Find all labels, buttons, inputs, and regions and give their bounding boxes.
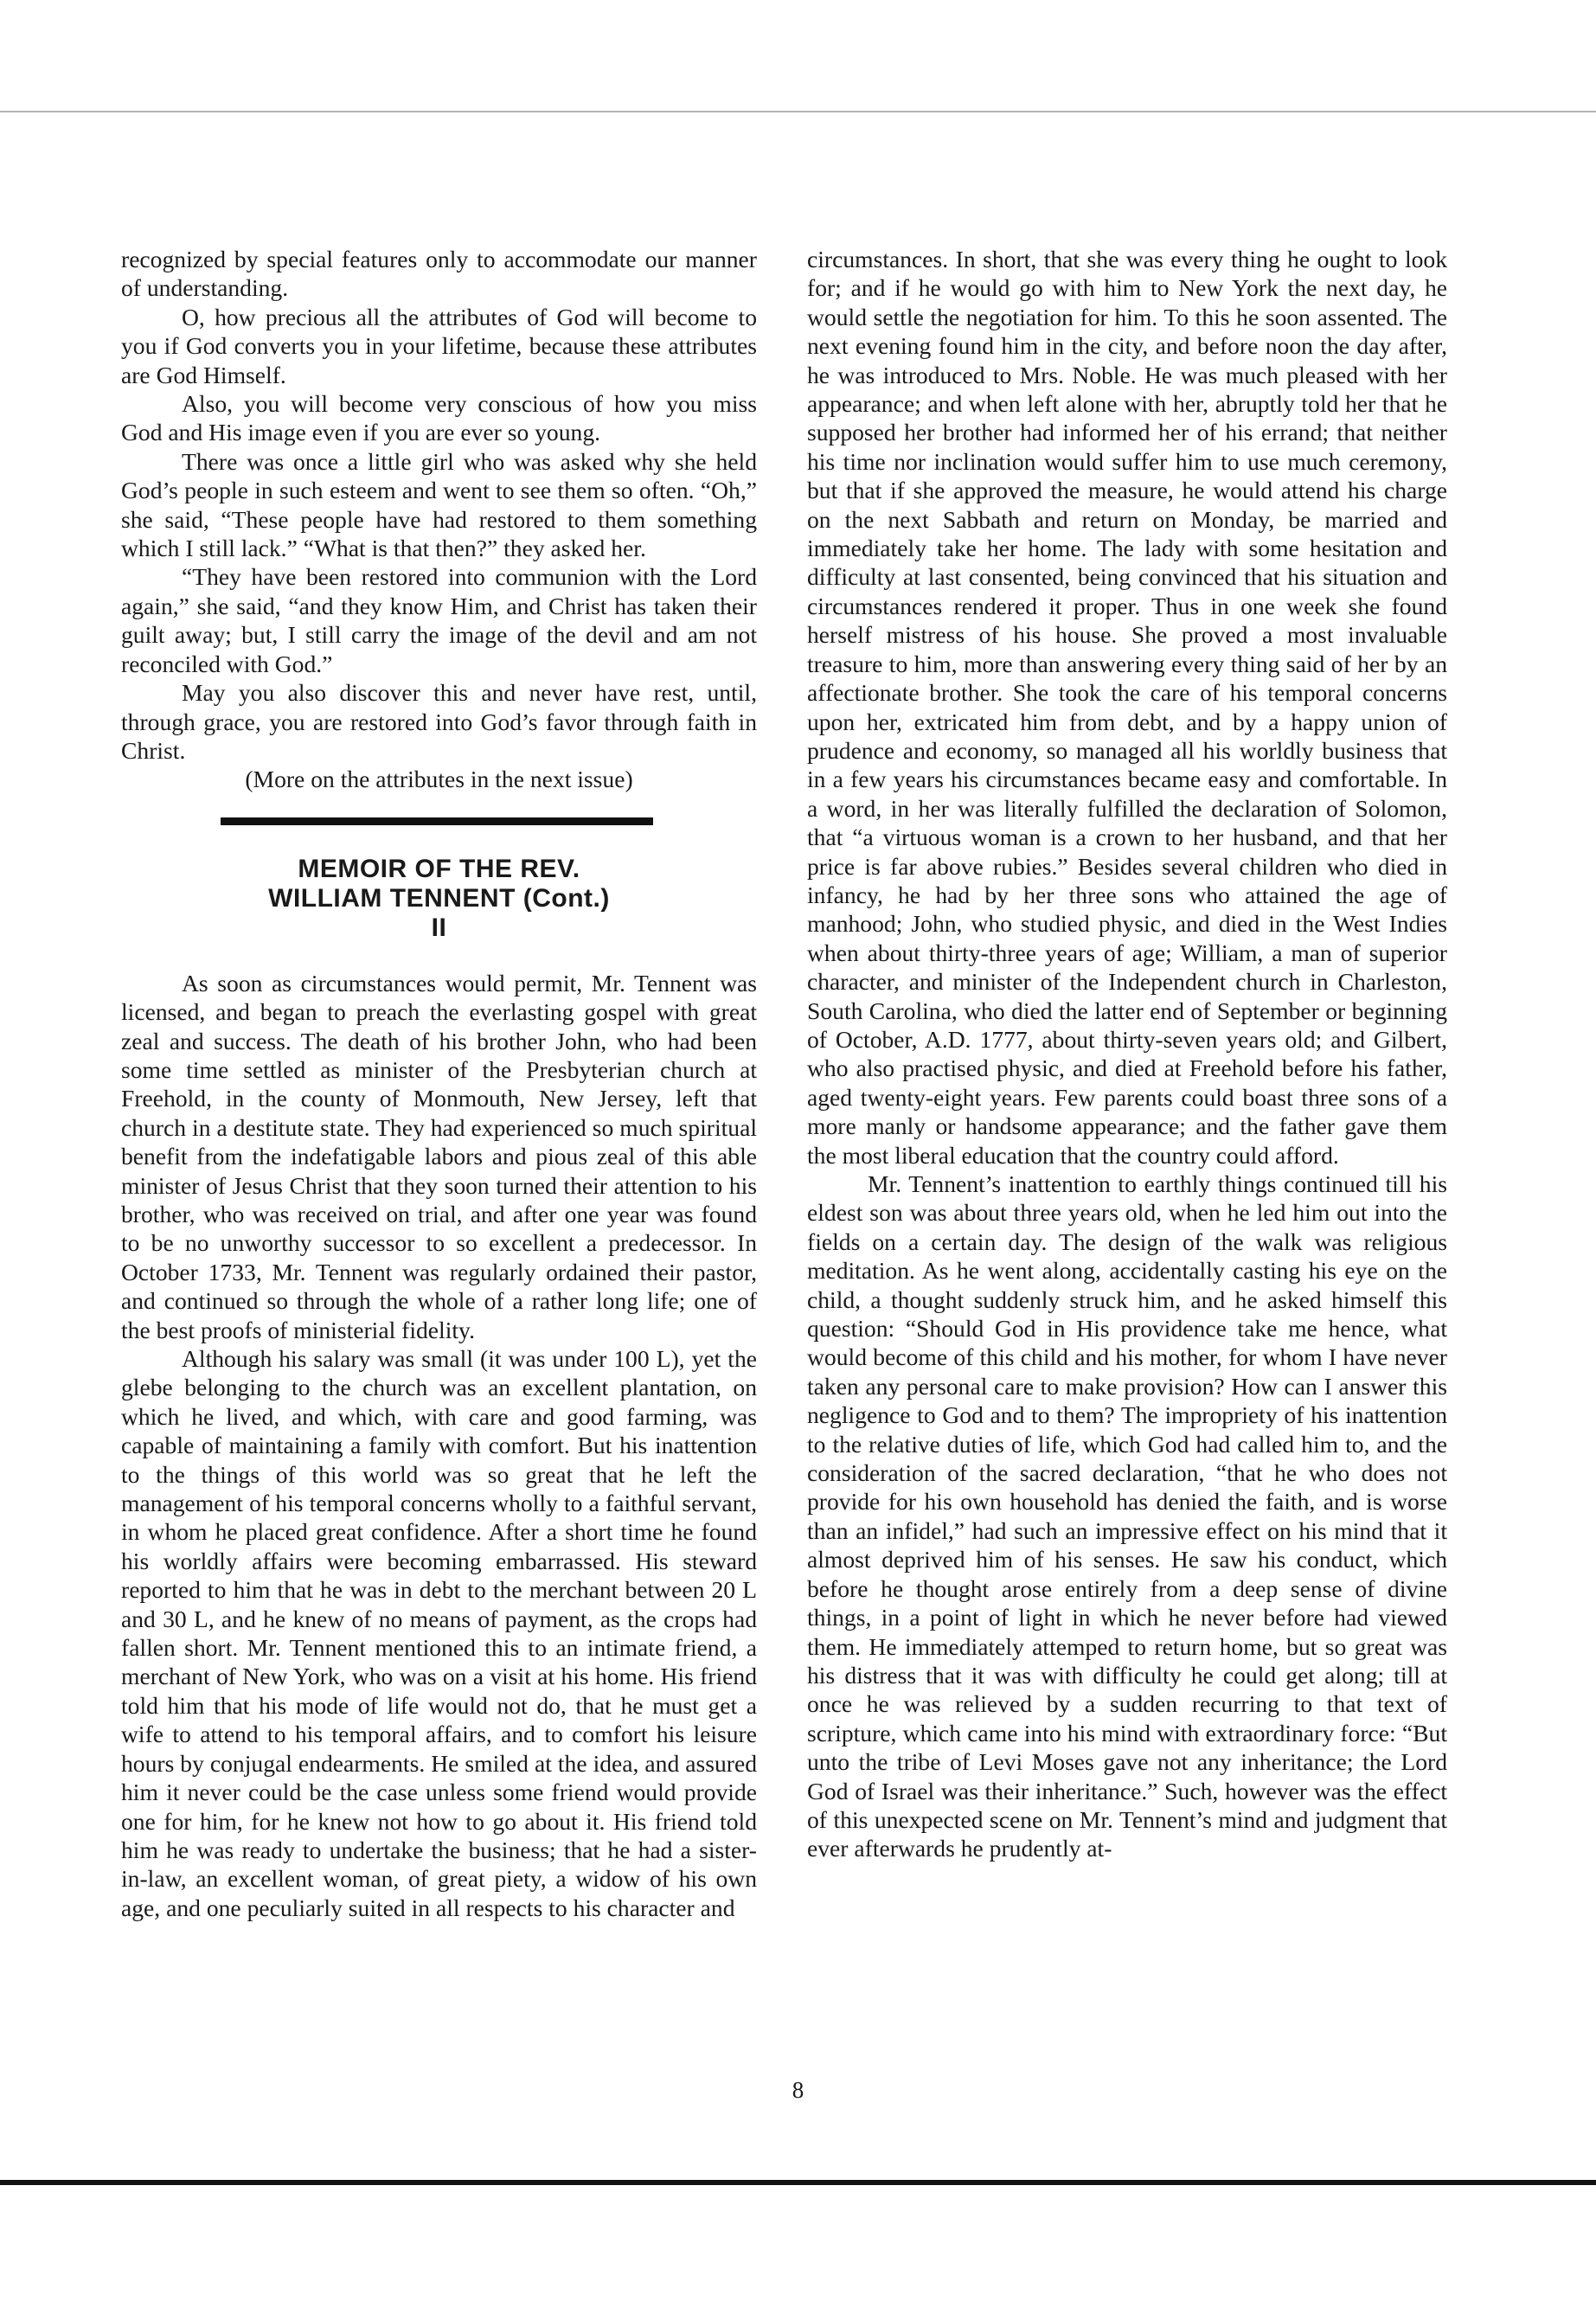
memoir-part-number: II	[431, 913, 447, 942]
top-edge-rule	[0, 111, 1596, 112]
section-divider	[121, 794, 757, 855]
intro-paragraph-1: recognized by special features only to accommodate our manner of understanding.	[121, 246, 757, 302]
memoir-heading-line-2: WILLIAM TENNENT (Cont.)	[268, 883, 610, 913]
memoir-heading-line-1: MEMOIR OF THE REV.	[298, 854, 580, 883]
right-column	[807, 245, 1447, 1863]
intro-paragraph-4: There was once a little girl who was asked why she held God’s people in such esteem and went to see them so often. “Oh,” she said, “These people have had restored to them something which I still lack.” “What is that then?” they asked her.	[121, 447, 757, 562]
page-number: 8	[792, 2077, 804, 2103]
right-paragraph-1: circumstances. In short, that she was every thing he ought to look for; and if he would go with him to New York the next day, he would settle the negotiation for him. To this he soon assented. The next evening found him in the city, and before noon the day after, he was introduced to Mrs. Noble. He was much pleased with her appearance; and when left alone with her, abruptly told her that he supposed her brother had informed her of his errand; that neither his time nor inclination would suffer him to use much ceremony, but that if she approved the measure, he would attend his charge on the next Sabbath and return on Monday, be married and immediately take her home. The lady with some hesitation and difficulty at last consented, being convinced that his situation and circumstances rendered it proper. Thus in one week she found herself mistress of his house. She proved a most invaluable treasure to him, more than answering every thing said of her by an affectionate brother. She took the care of his temporal concerns upon her, extricated him from debt, and by a happy union of prudence and economy, so managed all his worldly business that in a few years his circumstances became easy and comfortable. In a word, in her was literally fulfilled the declaration of Solomon, that “a virtuous woman is a crown to her husband, and that her price is far above rubies.” Besides several children who died in infancy, he had by her three sons who attained the age of manhood; John, who studied physic, and died in the West Indies when about thirty-three years of age; William, a man of superior character, and minister of the Independent church in Charleston, South Carolina, who died the latter end of September or beginning of October, A.D. 1777, about thirty-seven years old; and Gilbert, who also practised physic, and died at Freehold before his father, aged twenty-eight years. Few parents could boast three sons of a more manly or handsome appearance; and the father gave them the most liberal education that the country could afford.	[807, 246, 1447, 1169]
left-column	[121, 245, 757, 1922]
right-paragraph-2: Mr. Tennent’s inattention to earthly things continued till his eldest son was about three years old, when he led him out into the fields on a certain day. The design of the walk was religious meditation. As he went along, accidentally casting his eye on the child, a thought suddenly struck him, and he asked himself this question: “Should God in His providence take me hence, what would become of this child and his mother, for whom I have never taken any personal care to make provision? How can I answer this negligence to God and to them? The impropriety of his inattention to the relative duties of life, which God had called him to, and the consideration of the sacred declaration, “that he who does not provide for his own household has denied the faith, and is worse than an infidel,” had such an impressive effect on his mind that it almost deprived him of his senses. He saw his conduct, which before he thought arose entirely from a deep sense of divine things, in a point of light in which he never before had viewed them. He immediately attemped to return home, but so great was his distress that it was with difficulty he could get along; till at once he was relieved by a sudden recurring to that text of scripture, which came into his mind with extraordinary force: “But unto the tribe of Levi Moses gave not any inheritance; the Lord God of Israel was their inheritance.” Such, however was the effect of this unexpected scene on Mr. Tennent’s mind and judgment that ever afterwards he prudently at-	[807, 1170, 1447, 1862]
bottom-edge-rule	[0, 2180, 1596, 2185]
memoir-heading	[121, 855, 757, 943]
intro-paragraph-3: Also, you will become very conscious of how you miss God and His image even if you are ever so young.	[121, 390, 757, 446]
memoir-paragraph-1: As soon as circumstances would permit, Mr. Tennent was licensed, and began to preach the everlasting gospel with great zeal and success. The death of his brother John, who had been some time settled as minister of the Presbyterian church at Freehold, in the county of Monmouth, New Jersey, left that church in a destitute state. They had experienced so much spiritual benefit from the indefatigable labors and pious zeal of this able minister of Jesus Christ that they soon turned their attention to his brother, who was received on trial, and after one year was found to be no unworthy successor to so excellent a predecessor. In October 1733, Mr. Tennent was regularly ordained their pastor, and continued so through the whole of a rather long life; one of the best proofs of ministerial fidelity.	[121, 969, 757, 1343]
memoir-paragraph-2: Although his salary was small (it was under 100 L), yet the glebe belonging to the church was an excellent plantation, on which he lived, and which, with care and good farming, was capable of maintaining a family with comfort. But his inattention to the things of this world was so great that he left the management of his temporal concerns wholly to a faithful servant, in whom he placed great confidence. After a short time he found his worldly affairs were becoming embarrassed. His steward reported to him that he was in debt to the merchant between 20 L and 30 L, and he knew of no means of payment, as the crops had fallen short. Mr. Tennent mentioned this to an intimate friend, a merchant of New York, who was on a visit at his home. His friend told him that his mode of life would not do, that he must get a wife to attend to his temporal affairs, and to comfort his leisure hours by conjugal endearments. He smiled at the idea, and assured him it never could be the case unless some friend would provide one for him, for he knew not how to go about it. His friend told him he was ready to undertake the business; that he had a sister-in-law, an excellent woman, of great piety, a widow of his own age, and one peculiarly suited in all respects to his character and	[121, 1345, 757, 1921]
heavy-rule	[221, 817, 653, 825]
intro-paragraph-6: May you also discover this and never have rest, until, through grace, you are restored into God’s favor through faith in Christ.	[121, 679, 757, 764]
continuation-note: (More on the attributes in the next issue)	[245, 766, 633, 793]
intro-paragraph-2: O, how precious all the attributes of God will become to you if God converts you in your lifetime, because these attributes are God Himself.	[121, 303, 757, 388]
intro-paragraph-5: “They have been restored into communion with the Lord again,” she said, “and they know Him, and Christ has taken their guilt away; but, I still carry the image of the devil and am not reconciled with God.”	[121, 563, 757, 677]
